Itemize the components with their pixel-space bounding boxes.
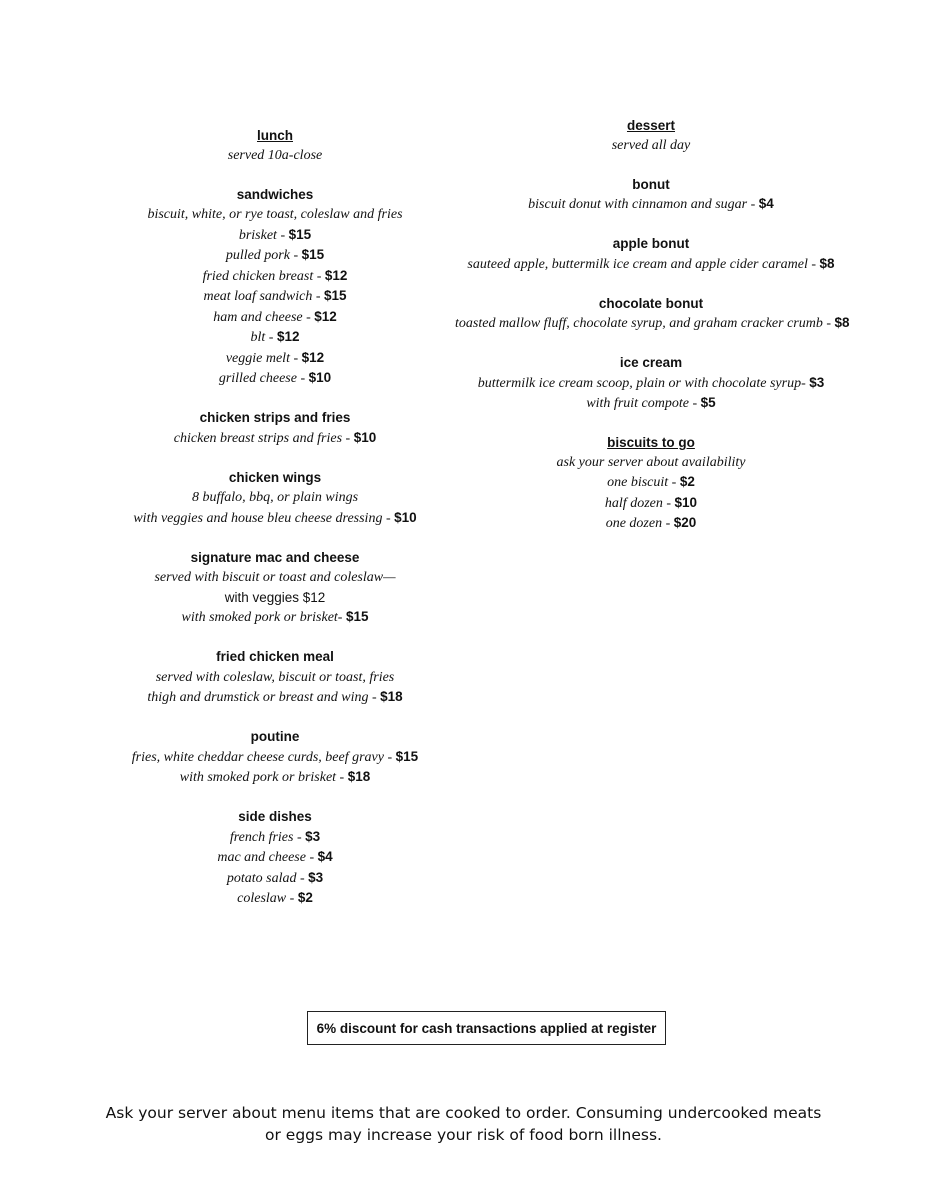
section-title: signature mac and cheese — [190, 549, 360, 565]
menu-line — [110, 266, 440, 287]
section-title: sandwiches — [236, 186, 314, 202]
menu-line — [455, 513, 847, 534]
section-title: apple bonut — [612, 236, 690, 251]
menu-line — [455, 254, 847, 275]
section-title: chocolate bonut — [598, 295, 704, 311]
item-price: $15 — [288, 226, 312, 242]
item-text: biscuit donut with cinnamon and sugar - — [528, 197, 759, 212]
item-text: one biscuit - — [607, 475, 680, 490]
menu-line — [110, 286, 440, 307]
item-text: served with coleslaw, biscuit or toast, fries — [155, 669, 395, 685]
item-text: half dozen - — [604, 495, 675, 511]
menu-line — [110, 767, 440, 788]
section-title: fried chicken meal — [216, 649, 334, 664]
item-text: brisket - — [238, 227, 289, 243]
menu-line — [110, 567, 440, 588]
item-price: $12 — [301, 349, 325, 365]
item-text: served with biscuit or toast and coleslaw— — [154, 570, 396, 585]
item-price: $10 — [308, 370, 332, 385]
menu-line — [110, 428, 440, 449]
item-text: fries, white cheddar cheese curds, beef gravy - — [131, 749, 396, 765]
dessert-heading: dessert — [626, 118, 676, 133]
lunch-heading: lunch — [257, 128, 293, 143]
item-price: $2 — [297, 890, 313, 905]
item-text: thigh and drumstick or breast and wing - — [147, 690, 381, 705]
menu-line — [455, 493, 847, 514]
item-price: $2 — [679, 474, 695, 489]
item-price: $20 — [673, 515, 697, 530]
biscuits-subtitle: ask your server about availability — [556, 454, 746, 470]
item-price: $3 — [308, 869, 324, 885]
item-text: potato salad - — [226, 870, 309, 886]
menu-line — [455, 373, 847, 394]
menu-line — [110, 888, 440, 909]
menu-line — [110, 368, 440, 389]
item-text: with smoked pork or brisket- — [181, 610, 346, 625]
item-price: $18 — [380, 689, 403, 704]
item-price: with veggies $12 — [224, 589, 326, 605]
discount-notice: 6% discount for cash transactions applied at register — [307, 1011, 666, 1045]
menu-line — [110, 348, 440, 369]
biscuits-heading: biscuits to go — [607, 435, 695, 450]
item-text: biscuit, white, or rye toast, coleslaw and fries — [147, 207, 403, 222]
menu-section-biscuits-to-go — [455, 433, 847, 534]
menu-line — [455, 194, 847, 215]
item-text: with fruit compote - — [586, 396, 701, 411]
dessert-header — [455, 116, 847, 155]
item-text: ham and cheese - — [213, 309, 315, 325]
item-text: toasted mallow fluff, chocolate syrup, and graham cracker crumb - — [455, 316, 835, 331]
dessert-subtitle: served all day — [611, 137, 691, 153]
menu-section-bonut — [455, 175, 847, 215]
menu-section-chocolate-bonut — [455, 294, 850, 334]
section-title: side dishes — [238, 809, 312, 824]
menu-line — [110, 868, 440, 889]
item-price: $3 — [809, 374, 825, 390]
section-title: poutine — [250, 729, 300, 744]
item-price: $12 — [314, 308, 337, 324]
item-text: veggie melt - — [225, 350, 302, 366]
item-price: $10 — [353, 429, 377, 445]
menu-section-sandwiches — [110, 185, 440, 389]
menu-line — [110, 204, 440, 225]
item-price: $15 — [324, 288, 347, 303]
item-price: $12 — [324, 267, 348, 283]
menu-section-chicken-wings — [110, 468, 440, 529]
dessert-column — [455, 116, 850, 553]
menu-section-apple-bonut — [455, 234, 847, 274]
section-title: chicken strips and fries — [199, 410, 351, 425]
item-text: coleslaw - — [237, 891, 298, 906]
menu-section-fried-chicken-meal — [110, 647, 440, 708]
item-text: fried chicken breast - — [202, 268, 325, 284]
menu-line — [110, 487, 440, 508]
menu-line — [110, 667, 440, 688]
item-text: one dozen - — [605, 516, 674, 531]
menu-line — [110, 508, 440, 529]
menu-line — [110, 747, 440, 768]
menu-line — [455, 393, 847, 414]
item-text: blt - — [250, 330, 277, 345]
section-title: chicken wings — [228, 469, 322, 485]
item-price: $8 — [819, 255, 835, 271]
menu-line — [110, 847, 440, 868]
item-price: $15 — [301, 247, 325, 262]
item-text: mac and cheese - — [217, 850, 318, 865]
menu-section-ice-cream — [455, 353, 847, 414]
item-price: $10 — [674, 494, 698, 510]
menu-line — [110, 687, 440, 708]
item-text: french fries - — [229, 829, 306, 845]
lunch-subtitle: served 10a-close — [227, 147, 323, 163]
menu-section-side-dishes — [110, 807, 440, 909]
item-price: $12 — [276, 329, 300, 344]
item-price: $10 — [394, 509, 417, 525]
item-text: chicken breast strips and fries - — [173, 430, 354, 446]
menu-line — [110, 327, 440, 348]
item-price: $15 — [395, 748, 419, 764]
item-text: grilled cheese - — [218, 371, 309, 386]
item-text: sauteed apple, buttermilk ice cream and apple cider caramel - — [467, 256, 820, 272]
menu-line — [110, 245, 440, 266]
item-text: meat loaf sandwich - — [203, 289, 324, 304]
menu-section-chicken-strips — [110, 408, 440, 448]
item-price: $3 — [305, 828, 321, 844]
item-price: $4 — [758, 196, 774, 211]
menu-line — [110, 307, 440, 328]
menu-section-mac-and-cheese — [110, 548, 440, 628]
item-text: with veggies and house bleu cheese dressing - — [133, 510, 395, 526]
menu-line — [455, 313, 850, 334]
food-safety-warning: Ask your server about menu items that are cooked to order. Consuming undercooked meats or eggs may increase your risk of food born illness. — [105, 1104, 822, 1144]
menu-line — [110, 588, 440, 608]
menu-line — [110, 827, 440, 848]
item-text: 8 buffalo, bbq, or plain wings — [191, 490, 359, 505]
item-price: $8 — [834, 315, 850, 330]
item-text: pulled pork - — [225, 248, 302, 263]
section-title: ice cream — [619, 355, 683, 370]
item-price: $4 — [317, 849, 333, 864]
menu-section-poutine — [110, 727, 440, 788]
menu-line — [455, 472, 847, 493]
item-text: with smoked pork or brisket - — [179, 770, 348, 785]
menu-line — [110, 607, 440, 628]
lunch-header — [110, 126, 440, 165]
item-text: buttermilk ice cream scoop, plain or with chocolate syrup- — [477, 375, 810, 391]
section-title: bonut — [632, 176, 670, 192]
item-price: $18 — [347, 769, 371, 784]
menu-line — [110, 225, 440, 246]
item-price: $5 — [700, 395, 716, 410]
lunch-column — [110, 126, 440, 928]
item-price: $15 — [345, 609, 369, 624]
